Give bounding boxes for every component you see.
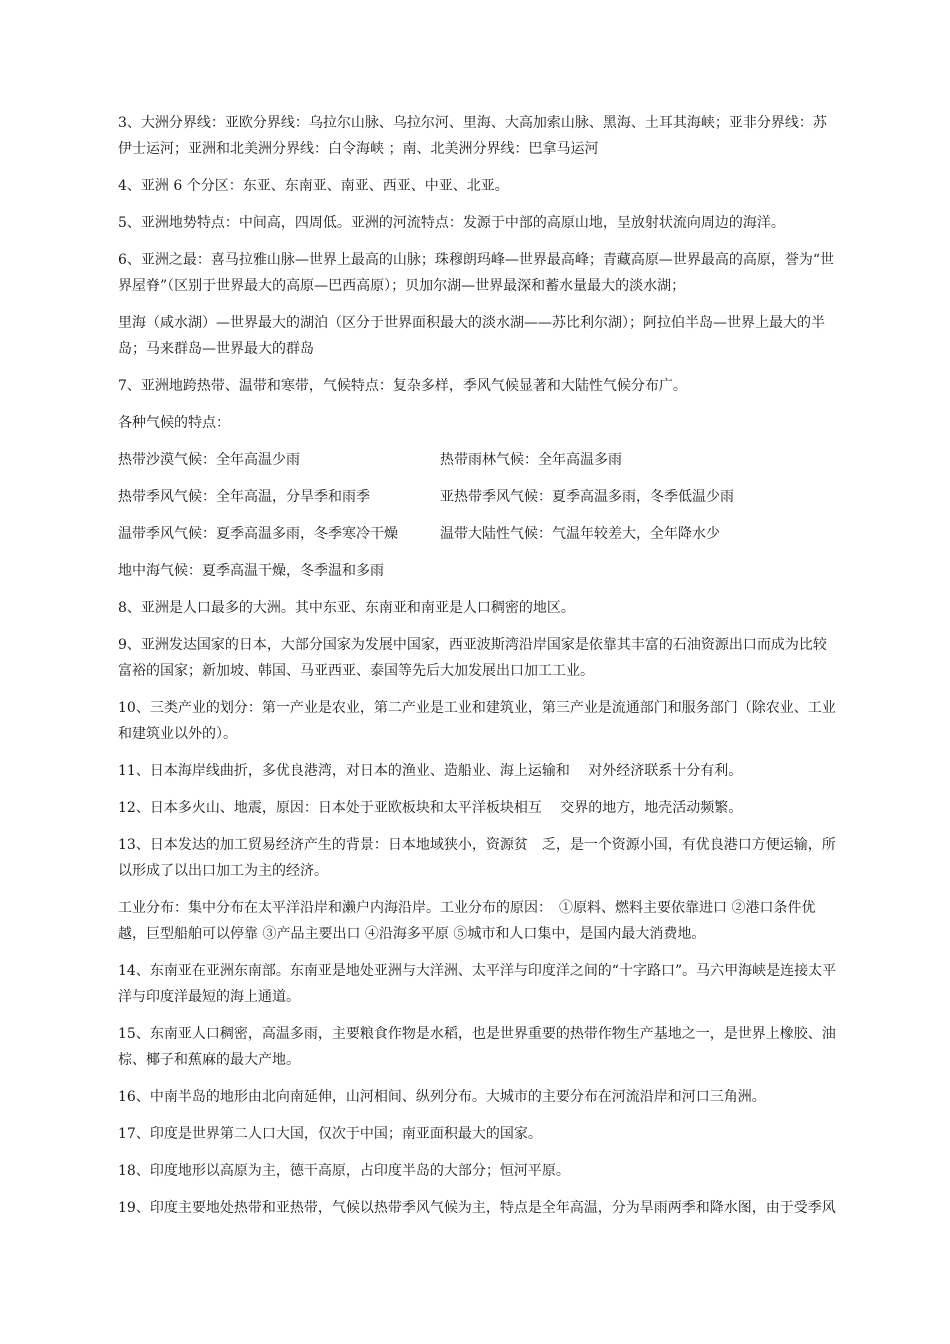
paragraph: 19、印度主要地处热带和亚热带，气候以热带季风气候为主，特点是全年高温，分为旱雨两季和降水图，由于受季风 [118,1200,836,1216]
paragraph: 14、东南亚在亚洲东南部。东南亚是地处亚洲与大洋洲、太平洋与印度洋之间的“十字路口”。马六甲海峡是连接太平洋与印度洋最短的海上通道。 [118,963,837,1005]
climate-item: 热带季风气候：全年高温，分旱季和雨季 [118,489,370,505]
paragraph: 各种气候的特点： [118,415,230,431]
paragraph: 8、亚洲是人口最多的大洲。其中东亚、东南亚和南亚是人口稠密的地区。 [118,600,575,616]
document-body [118,110,840,1232]
climate-table [118,447,840,584]
paragraph: 9、亚洲发达国家的日本，大部分国家为发展中国家，西亚波斯湾沿岸国家是依靠其丰富的石油资源出口而成为比较富裕的国家；新加坡、韩国、马亚西亚、泰国等先后大加发展出口加工工业。 [118,637,827,679]
paragraph: 7、亚洲地跨热带、温带和寒带，气候特点：复杂多样，季风气候显著和大陆性气候分布广。 [118,378,687,394]
paragraph: 18、印度地形以高原为主，德干高原，占印度半岛的大部分；恒河平原。 [118,1163,570,1179]
paragraph: 6、亚洲之最：喜马拉雅山脉—世界上最高的山脉；珠穆朗玛峰—世界最高峰；青藏高原—世界最高的高原，誉为“世界屋脊”（区别于世界最大的高原—巴西高原）；贝加尔湖—世界最深和蓄水量最大的淡水湖； [118,252,835,294]
climate-item: 地中海气候：夏季高温干燥，冬季温和多雨 [118,563,384,579]
paragraph: 11、日本海岸线曲折，多优良港湾，对日本的渔业、造船业、海上运输和 对外经济联系十分有利。 [118,763,743,779]
paragraph: 5、亚洲地势特点：中间高，四周低。亚洲的河流特点：发源于中部的高原山地，呈放射状流向周边的海洋。 [118,215,785,231]
climate-row [118,558,840,584]
paragraph: 10、三类产业的划分：第一产业是农业，第二产业是工业和建筑业，第三产业是流通部门和服务部门（除农业、工业和建筑业以外的）。 [118,700,836,742]
climate-item: 热带沙漠气候：全年高温少雨 [118,452,300,468]
paragraph: 4、亚洲 6 个分区：东亚、东南亚、南亚、西亚、中亚、北亚。 [118,178,509,194]
climate-row [118,521,840,547]
climate-row [118,447,840,473]
paragraph: 15、东南亚人口稠密，高温多雨，主要粮食作物是水稻，也是世界重要的热带作物生产基地之一，是世界上橡胶、油棕、椰子和蕉麻的最大产地。 [118,1026,836,1068]
paragraph: 16、中南半岛的地形由北向南延伸，山河相间、纵列分布。大城市的主要分布在河流沿岸和河口三角洲。 [118,1089,766,1105]
climate-item [440,558,840,584]
climate-item: 温带季风气候：夏季高温多雨，冬季寒冷干燥 [118,526,398,542]
climate-item: 热带雨林气候：全年高温多雨 [440,452,622,468]
paragraph-group-bottom [118,595,840,1221]
paragraph: 里海（咸水湖）—世界最大的湖泊（区分于世界面积最大的淡水湖——苏比利尔湖）；阿拉伯半岛—世界上最大的半岛；马来群岛—世界最大的群岛 [118,315,825,357]
paragraph: 3、大洲分界线：亚欧分界线：乌拉尔山脉、乌拉尔河、里海、大高加索山脉、黑海、土耳其海峡；亚非分界线：苏伊士运河；亚洲和北美洲分界线：白令海峡 ；南、北美洲分界线：巴拿马运河 [118,115,827,157]
paragraph: 12、日本多火山、地震，原因：日本处于亚欧板块和太平洋板块相互 交界的地方，地壳活动频繁。 [118,800,743,816]
paragraph: 13、日本发达的加工贸易经济产生的背景：日本地域狭小，资源贫 乏，是一个资源小国，有优良港口方便运输，所以形成了以出口加工为主的经济。 [118,837,836,879]
climate-item: 亚热带季风气候：夏季高温多雨，冬季低温少雨 [440,489,734,505]
paragraph: 工业分布：集中分布在太平洋沿岸和濑户内海沿岸。工业分布的原因： ①原料、燃料主要依靠进口 ②港口条件优越，巨型船舶可以停靠 ③产品主要出口 ④沿海多平原 ⑤城市和人口集中，是国内最大消费地。 [118,900,816,942]
paragraph-group-top [118,110,840,436]
paragraph: 17、印度是世界第二人口大国，仅次于中国；南亚面积最大的国家。 [118,1126,542,1142]
climate-row [118,484,840,510]
climate-item: 温带大陆性气候：气温年较差大，全年降水少 [440,526,720,542]
